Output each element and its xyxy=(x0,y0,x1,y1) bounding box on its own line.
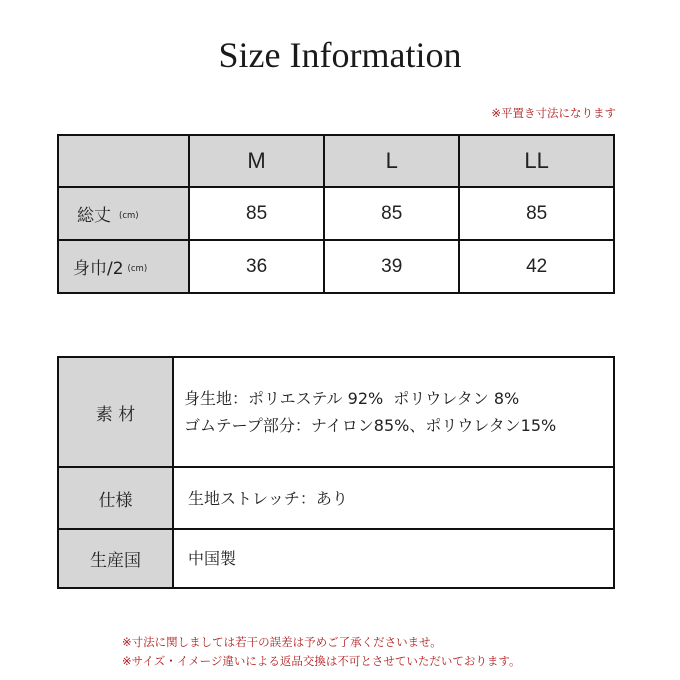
size-table-row xyxy=(58,240,614,293)
size-table-corner-cell xyxy=(58,135,189,187)
size-row-header xyxy=(58,187,189,240)
size-value-cell: 85 xyxy=(459,187,614,240)
row-unit: (cm) xyxy=(127,264,148,274)
origin-label: 生産国 xyxy=(58,529,173,588)
disclaimer-note: ※寸法に関しましては若干の誤差は予めご了承くださいませ。 xyxy=(122,635,442,649)
spec-value: 生地ストレッチ：あり xyxy=(173,467,614,529)
spec-label: 仕様 xyxy=(58,467,173,529)
measurement-note: ※平置き寸法になります xyxy=(491,106,616,120)
material-value xyxy=(173,357,614,467)
size-column-header: L xyxy=(324,135,459,187)
size-table xyxy=(57,134,615,294)
row-unit: (cm) xyxy=(119,211,139,221)
info-row-spec xyxy=(58,467,614,529)
material-label: 素 材 xyxy=(58,357,173,467)
origin-value: 中国製 xyxy=(173,529,614,588)
size-value-cell: 36 xyxy=(189,240,324,293)
product-info-table xyxy=(57,356,615,589)
page-title: Size Information xyxy=(218,35,462,75)
row-label: 身巾/2 xyxy=(73,259,124,279)
size-value-cell: 85 xyxy=(189,187,324,240)
size-row-header xyxy=(58,240,189,293)
row-label: 総丈 xyxy=(77,206,111,226)
disclaimer-note: ※サイズ・イメージ違いによる返品交換は不可とさせていただいております。 xyxy=(122,654,521,668)
size-value-cell: 39 xyxy=(324,240,459,293)
size-column-header: LL xyxy=(459,135,614,187)
size-table-header-row xyxy=(58,135,614,187)
size-value-cell: 85 xyxy=(324,187,459,240)
info-row-origin xyxy=(58,529,614,588)
info-row-material xyxy=(58,357,614,467)
material-line: 身生地：ポリエステル 92% ポリウレタン 8% xyxy=(184,389,520,408)
material-line: ゴムテープ部分：ナイロン85%、ポリウレタン15% xyxy=(184,416,557,435)
size-table-row xyxy=(58,187,614,240)
size-value-cell: 42 xyxy=(459,240,614,293)
size-column-header: M xyxy=(189,135,324,187)
